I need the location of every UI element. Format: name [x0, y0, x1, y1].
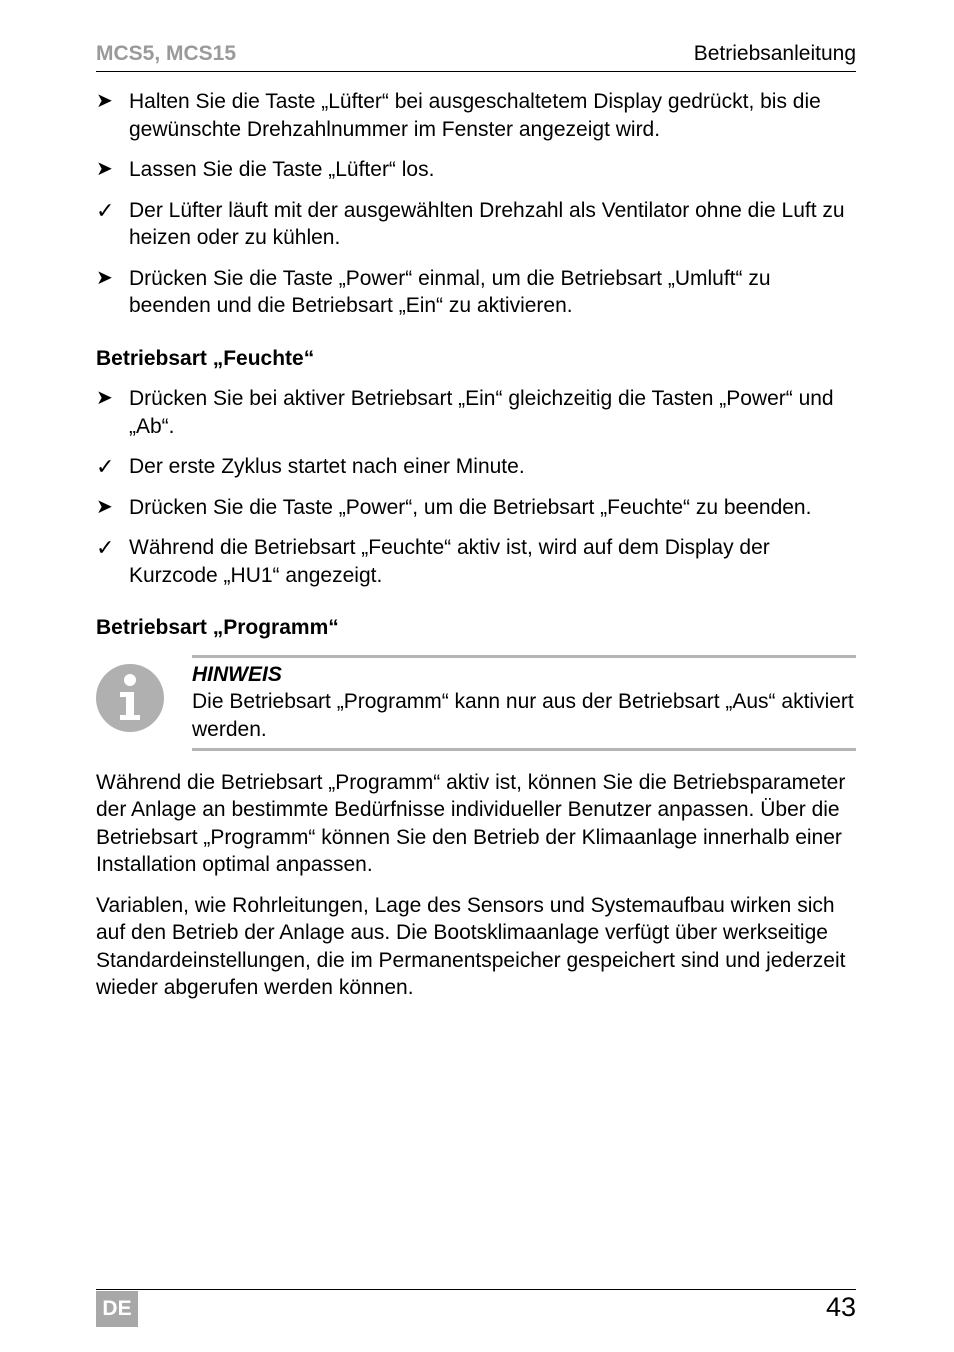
header-divider	[96, 71, 856, 72]
body-paragraph: Variablen, wie Rohrleitungen, Lage des Sensors und Systemaufbau wirken sich auf den Betrieb der Anlage aus. Die Bootsklimaanlage verfügt über werkseitige Standardeinstellungen, die im Permanentspeicher gespeichert sind und jederzeit wieder abgerufen werden können.	[96, 893, 846, 999]
instruction-result	[96, 534, 858, 589]
step-text: Drücken Sie bei aktiver Betriebsart „Ein“ gleichzeitig die Tasten „Power“ und „Ab“.	[129, 387, 834, 438]
page-number: 43	[825, 1292, 856, 1322]
checkmark-icon: ✓	[96, 535, 115, 560]
product-name: MCS5, MCS15	[96, 42, 237, 65]
result-text: Der Lüfter läuft mit der ausgewählten Drehzahl als Ventilator ohne die Luft zu heizen oder zu kühlen.	[129, 198, 845, 249]
arrow-icon: ➤	[96, 158, 113, 180]
body-paragraph: Während die Betriebsart „Programm“ aktiv ist, können Sie die Betriebsparameter der Anlage an bestimmte Bedürfnisse individueller Benutzer anpassen. Über die Betriebsart „Programm“ können Sie den Betrieb der Klimaanlage innerhalb einer Installation optimal anpassen.	[96, 770, 846, 876]
result-text: Während die Betriebsart „Feuchte“ aktiv ist, wird auf dem Display der Kurzcode „HU1“ angezeigt.	[129, 536, 770, 587]
section-heading-programm: Betriebsart „Programm“	[96, 616, 339, 639]
note-text: Die Betriebsart „Programm“ kann nur aus der Betriebsart „Aus“ aktiviert werden.	[192, 690, 854, 741]
instruction-step	[96, 265, 858, 320]
instruction-step	[96, 385, 858, 440]
instruction-step	[96, 88, 858, 143]
arrow-icon: ➤	[96, 495, 113, 518]
note-title: HINWEIS	[192, 662, 282, 686]
instruction-result	[96, 197, 858, 252]
arrow-icon: ➤	[96, 266, 113, 289]
section-heading-feuchte: Betriebsart „Feuchte“	[96, 346, 315, 370]
document-type: Betriebsanleitung	[693, 42, 856, 65]
step-text: Halten Sie die Taste „Lüfter“ bei ausgeschaltetem Display gedrückt, bis die gewünschte Drehzahlnummer im Fenster angezeigt wird.	[129, 90, 821, 141]
info-icon	[96, 664, 164, 732]
step-text: Lassen Sie die Taste „Lüfter“ los.	[129, 158, 435, 181]
language-badge: DE	[96, 1291, 138, 1327]
page-content	[96, 88, 858, 1015]
arrow-icon: ➤	[96, 90, 113, 112]
instruction-step	[96, 156, 858, 184]
result-text: Der erste Zyklus startet nach einer Minute.	[129, 455, 525, 478]
page-header	[96, 40, 856, 70]
instruction-result	[96, 453, 858, 481]
checkmark-icon: ✓	[96, 454, 115, 479]
checkmark-icon: ✓	[96, 197, 115, 223]
arrow-icon: ➤	[96, 387, 113, 409]
instruction-step	[96, 494, 858, 522]
note-content	[192, 655, 856, 752]
step-text: Drücken Sie die Taste „Power“, um die Betriebsart „Feuchte“ zu beenden.	[129, 495, 812, 519]
note-box	[96, 655, 858, 755]
footer-divider	[96, 1289, 856, 1290]
step-text: Drücken Sie die Taste „Power“ einmal, um die Betriebsart „Umluft“ zu beenden und die Betriebsart „Ein“ zu aktivieren.	[129, 266, 771, 317]
